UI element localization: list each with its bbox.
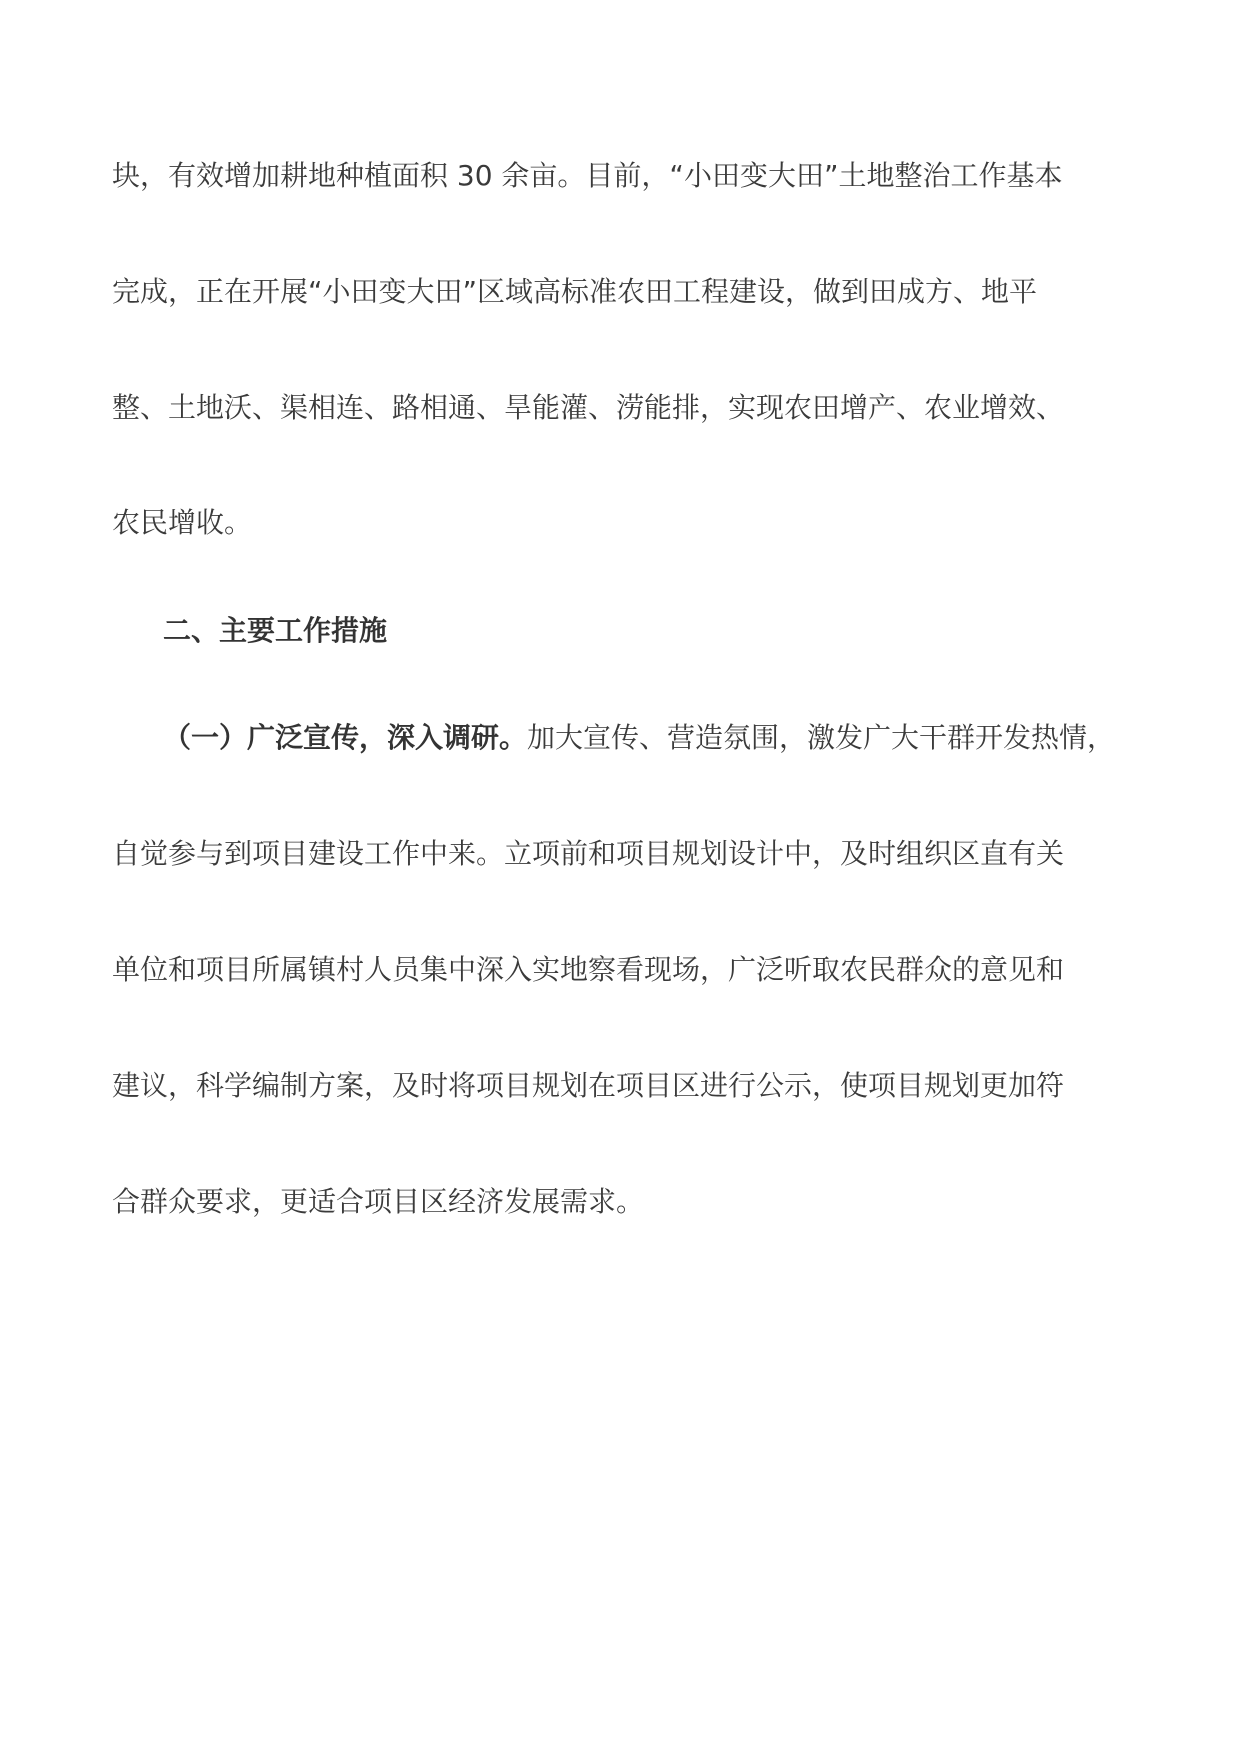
paragraph-2-line-2: 自觉参与到项目建设工作中来。立项前和项目规划设计中，及时组织区直有关 bbox=[112, 837, 1065, 870]
paragraph-2-first-line-rest: 加大宣传、营造氛围，激发广大干群开发热情， bbox=[527, 721, 1116, 754]
paragraph-1-line-1: 块，有效增加耕地种植面积 30 余亩。目前，“小田变大田”土地整治工作基本 bbox=[112, 159, 1063, 192]
paragraph-1-line-4: 农民增收。 bbox=[112, 506, 253, 539]
paragraph-2-line-4: 建议，科学编制方案，及时将项目规划在项目区进行公示，使项目规划更加符 bbox=[112, 1069, 1065, 1102]
paragraph-2-line-1 bbox=[163, 718, 1115, 758]
paragraph-1-line-3: 整、土地沃、渠相连、路相通、旱能灌、涝能排，实现农田增产、农业增效、 bbox=[112, 391, 1065, 424]
paragraph-2-line-3: 单位和项目所属镇村人员集中深入实地察看现场，广泛听取农民群众的意见和 bbox=[112, 953, 1065, 986]
section-heading: 二、主要工作措施 bbox=[163, 614, 388, 647]
paragraph-2-line-5: 合群众要求，更适合项目区经济发展需求。 bbox=[112, 1185, 645, 1218]
paragraph-1-line-2: 完成，正在开展“小田变大田”区域高标准农田工程建设，做到田成方、地平 bbox=[112, 275, 1038, 308]
paragraph-2-bold-lead: （一）广泛宣传，深入调研。 bbox=[163, 721, 528, 754]
